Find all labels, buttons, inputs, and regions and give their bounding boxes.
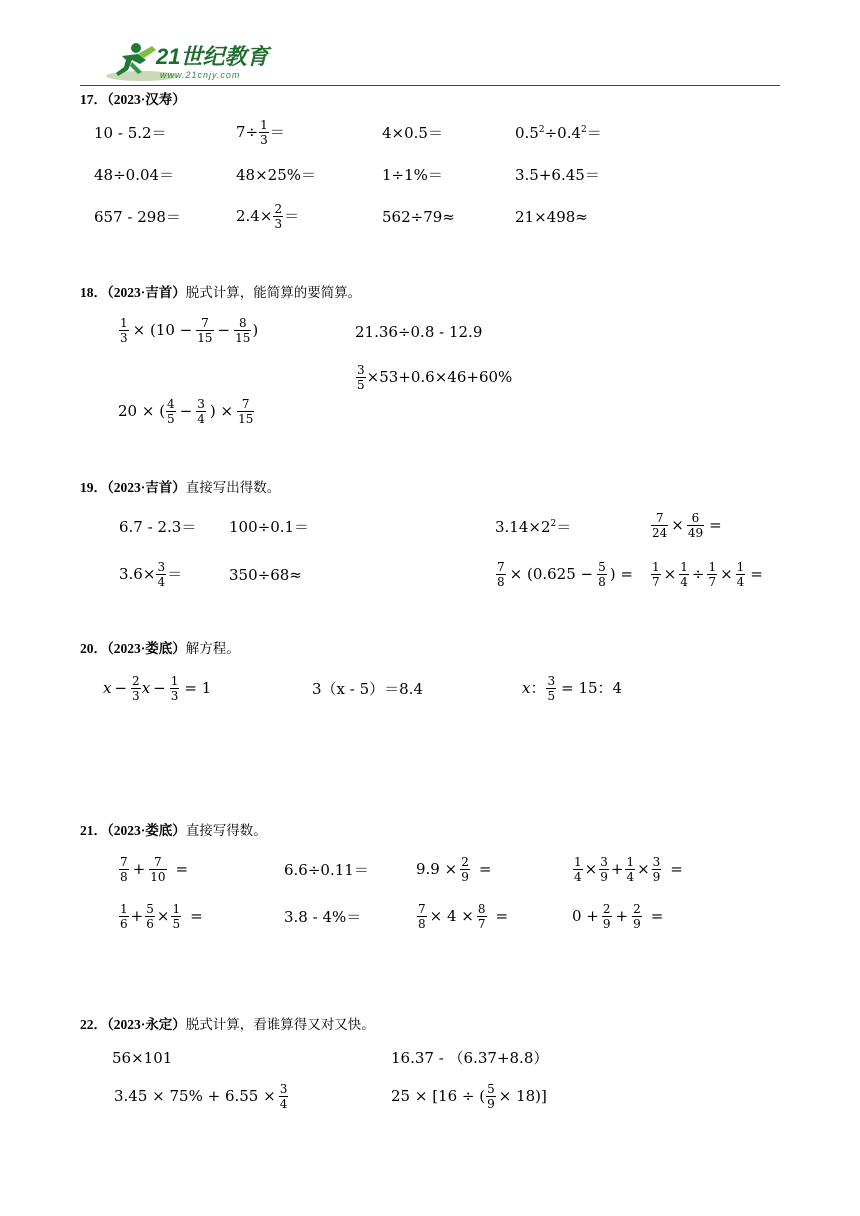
q18-e2: 21.36÷0.8 - 12.9: [355, 323, 483, 341]
q18-e1: $\frac{1}{3}$ × (10 − $\frac{7}{15}$ − $\frac{8}{15}$ ): [120, 316, 259, 345]
q22-title: 22．（2023·永定）脱式计算，看谁算得又对又快。: [80, 1017, 375, 1032]
q19-a4: $\frac{7}{24}$ × $\frac{6}{49}$ =: [652, 511, 722, 540]
q20-e2: 3（x - 5）＝8.4: [312, 680, 424, 698]
header-divider: [80, 85, 780, 86]
q19-b4: $\frac{1}{7}$ × $\frac{1}{4}$ ÷ $\frac{1}{7}$ × $\frac{1}{4}$ =: [652, 560, 763, 589]
q20-e3: x ： $\frac{3}{5}$ = 15：4: [522, 674, 623, 703]
q18-e4: 20 × ( $\frac{4}{5}$ − $\frac{3}{4}$ ) × $\frac{7}{15}$: [118, 397, 254, 426]
q22-e1: 56×101: [112, 1049, 173, 1067]
q19-a3: $3.14\times 2^2=$: [495, 518, 572, 536]
q17-c3: 562÷79≈: [382, 208, 455, 226]
q21-a2: 6.6÷0.11＝: [284, 861, 369, 879]
q20-e1: x − $\frac{2}{3}$ x − $\frac{1}{3}$ = 1: [103, 674, 212, 703]
q19-a2: 100÷0.1＝: [229, 518, 310, 536]
q17-b3: 1÷1%＝: [382, 166, 443, 184]
q21-b1: $\frac{1}{6}$ + $\frac{5}{6}$ × $\frac{1}{5}$ =: [120, 902, 203, 931]
q17-a4: $0.5^2\div 0.4^2=$: [515, 124, 602, 142]
q21-title: 21．（2023·娄底）直接写得数。: [80, 823, 267, 838]
q17-c1: 657 - 298＝: [94, 208, 181, 226]
site-logo: [102, 40, 277, 84]
q19-title: 19．（2023·吉首）直接写出得数。: [80, 480, 281, 495]
q17-c4: 21×498≈: [515, 208, 588, 226]
q19-b2: 350÷68≈: [229, 566, 302, 584]
q17-b4: 3.5+6.45＝: [515, 166, 600, 184]
q17-c2: 2.4× $\frac{2}{3}$ ＝: [236, 202, 300, 231]
q17-a3: 4×0.5＝: [382, 124, 443, 142]
q18-e3: $\frac{3}{5}$ ×53+0.6×46+60%: [357, 363, 513, 392]
q21-b3: $\frac{7}{8}$ × 4 × $\frac{8}{7}$ =: [418, 902, 509, 931]
q19-a1: 6.7 - 2.3＝: [119, 518, 197, 536]
logo-url: www.21cnjy.com: [160, 70, 241, 80]
q22-e4: 25 × [16 ÷ ( $\frac{5}{9}$ × 18)]: [391, 1082, 547, 1111]
q21-b2: 3.8 - 4%＝: [284, 908, 362, 926]
q20-title: 20．（2023·娄底）解方程。: [80, 641, 240, 656]
q17-a1: 10 - 5.2＝: [94, 124, 167, 142]
q17-b2: 48×25%＝: [236, 166, 316, 184]
q22-e2: 16.37 - （6.37+8.8）: [391, 1049, 549, 1067]
q18-title: 18．（2023·吉首）脱式计算，能简算的要简算。: [80, 285, 362, 300]
q19-b1: 3.6× $\frac{3}{4}$ ＝: [119, 560, 183, 589]
q22-e3: 3.45 × 75% + 6.55 × $\frac{3}{4}$: [114, 1082, 288, 1111]
q17-title: 17．（2023·汉寿）: [80, 92, 186, 107]
q17-a2: 7÷ $\frac{1}{3}$ ＝: [236, 118, 285, 147]
logo-title: 21世纪教育: [156, 44, 269, 69]
q19-b3: $\frac{7}{8}$ × (0.625 − $\frac{5}{8}$ ) =: [497, 560, 633, 589]
q21-a4: $\frac{1}{4}$ × $\frac{3}{9}$ + $\frac{1}{4}$ × $\frac{3}{9}$ =: [574, 855, 683, 884]
q21-a1: $\frac{7}{8}$ + $\frac{7}{10}$ =: [120, 855, 189, 884]
q21-a3: 9.9 × $\frac{2}{9}$ =: [416, 855, 492, 884]
q21-b4: 0 + $\frac{2}{9}$ + $\frac{2}{9}$ =: [572, 902, 664, 931]
q17-b1: 48÷0.04＝: [94, 166, 175, 184]
